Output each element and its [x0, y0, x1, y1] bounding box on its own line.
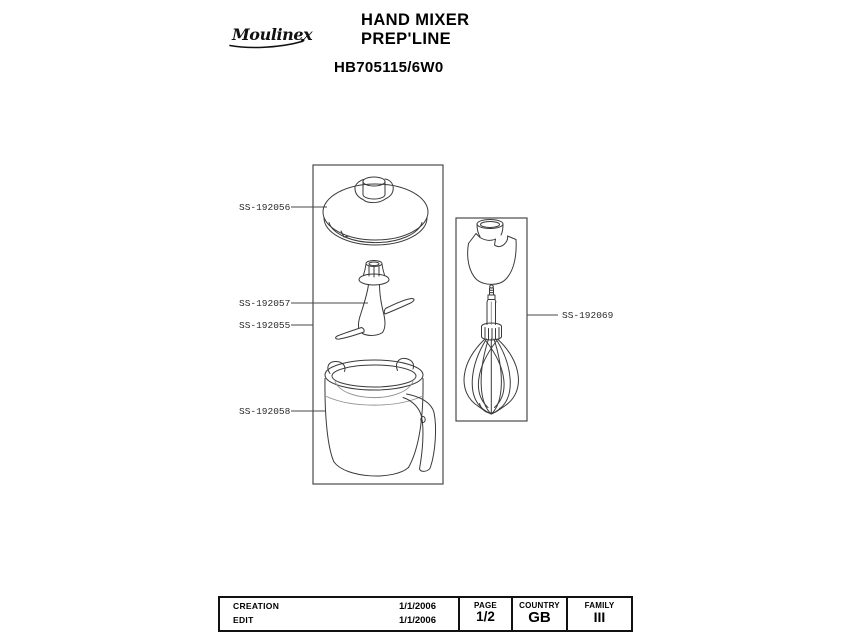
part-label-chopper-blade: SS-192057: [239, 298, 291, 309]
brand-wordmark: Moulinex: [232, 25, 313, 44]
whisk-drawing: [464, 285, 518, 414]
footer-family-cell: [568, 598, 631, 630]
footer-page-cell: [460, 598, 513, 630]
part-label-whisk-attachment: SS-192069: [562, 310, 614, 321]
exploded-parts-drawing: [285, 150, 635, 495]
country-header: COUNTRY: [519, 601, 560, 610]
chopper-bowl-drawing: [325, 358, 436, 476]
footer-country-cell: [513, 598, 568, 630]
family-value: III: [593, 609, 606, 625]
part-label-chopper-bowl: SS-192058: [239, 406, 291, 417]
page-header: PAGE: [474, 601, 497, 610]
edit-date: 1/1/2006: [399, 615, 436, 626]
creation-date: 1/1/2006: [399, 601, 436, 612]
part-label-chopper-lid: SS-192056: [239, 202, 291, 213]
edit-row: [233, 615, 436, 626]
family-header: FAMILY: [584, 601, 615, 610]
page-value: 1/2: [476, 609, 495, 624]
whisk-adapter-drawing: [468, 220, 517, 285]
creation-row: [233, 601, 436, 612]
model-number: HB705115/6W0: [334, 59, 444, 76]
footer-dates-cell: [220, 598, 460, 630]
moulinex-logo: [224, 18, 316, 52]
chopper-blade-drawing: [336, 261, 414, 340]
country-value: GB: [528, 609, 551, 626]
creation-label: CREATION: [233, 601, 280, 611]
footer-info-table: [218, 596, 633, 632]
product-title-line1: HAND MIXER: [361, 11, 470, 29]
product-title-line2: PREP'LINE: [361, 30, 452, 48]
part-label-chopper-attachment: SS-192055: [239, 320, 291, 331]
chopper-lid-drawing: [323, 177, 428, 245]
edit-label: EDIT: [233, 615, 254, 625]
